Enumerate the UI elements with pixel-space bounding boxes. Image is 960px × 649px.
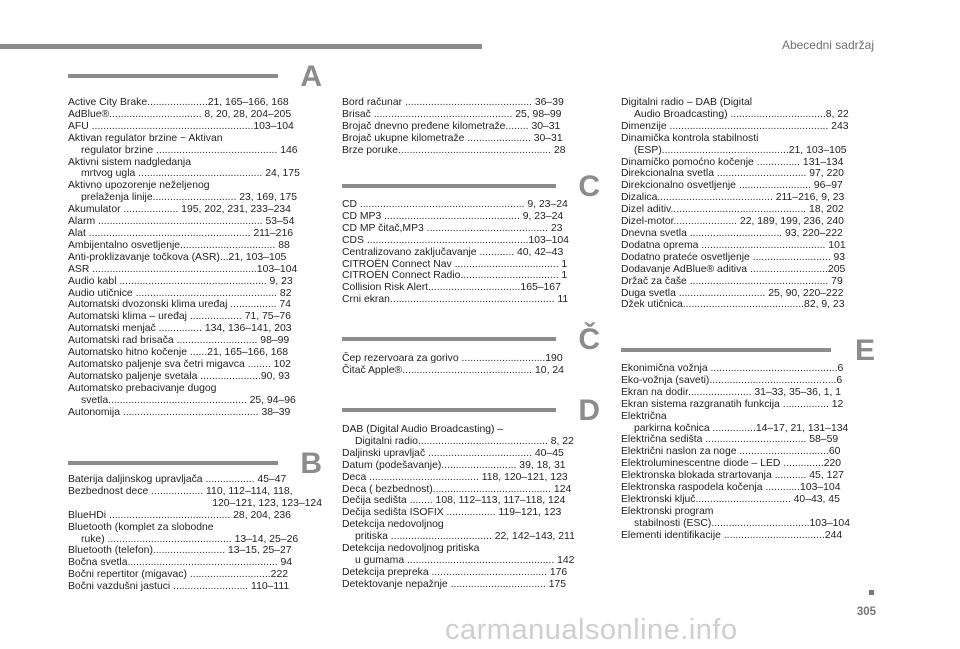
index-entry: Brisač ................................................ 25, 98–99 <box>342 108 562 120</box>
index-entry: Dečija sedišta ISOFIX ................. 119–121, 123 <box>342 507 562 519</box>
index-entry: Brojač dnevno pređene kilometraže........ 30–31 <box>342 120 561 132</box>
index-entry: Automatsko paljenje sva četri migavca ........ 102 <box>68 358 291 370</box>
index-entry: Ambijentalno osvetljenje................................. 88 <box>68 239 290 251</box>
index-entry: DAB (Digital Audio Broadcasting) – <box>342 424 504 435</box>
index-entry: Audio Broadcasting) .................................8, 22 <box>634 108 849 120</box>
index-entry: Alat ........................................................ 211–216 <box>68 227 294 239</box>
index-entry: Automatsko paljenje svetala .....................90, 93 <box>68 370 290 382</box>
index-entry: Ekran sistema razgranatih funkcija ................ 12 <box>621 398 844 410</box>
index-entry: Aktivni sistem nadgledanja <box>68 156 192 168</box>
index-entry: Dečija sedišta ........ 108, 112–113, 117–118, 124 <box>342 495 566 507</box>
index-entry: 120–121, 123, 123–124 <box>212 497 322 509</box>
index-entry: (ESP)............................................21, 103–105 <box>634 144 847 156</box>
index-entry: Dinamička kontrola stabilnosti <box>621 132 759 144</box>
index-entry: Bluetooth (telefon)......................... 13–15, 25–27 <box>68 545 292 557</box>
entries-b <box>68 474 322 593</box>
index-entry: Bočni vazdušni jastuci .......................... 110–111 <box>68 581 290 593</box>
index-entry: Crni ekran......................................................... 11 <box>342 294 569 306</box>
index-entry: Dizel-motor...................... 22, 189, 199, 236, 240 <box>621 216 844 228</box>
index-entry: Električna <box>621 410 667 422</box>
index-entry: Detekcija nedovoljnog <box>342 519 444 531</box>
index-entry: Centralizovano zaključavanje ............ 40, 42–43 <box>342 246 564 258</box>
index-entry: BlueHDi .......................................... 28, 204, 236 <box>68 509 291 521</box>
index-entry: Automatsko hitno kočenje ......21, 165–166, 168 <box>68 347 289 359</box>
index-entry: CDS ........................................................103–104 <box>342 234 569 246</box>
index-entry: Elektroluminescentne diode – LED ..............220 <box>621 458 842 470</box>
index-entry: Dnevna svetla ................................ 93, 220–222 <box>621 227 843 239</box>
index-entry: Detekcija nedovoljnog pritiska <box>342 543 480 555</box>
index-entry: ASR .........................................................103–104 <box>68 263 298 275</box>
index-entry: Ekran na dodir...................... 31–33, 35–36, 1, 1 <box>621 386 842 398</box>
index-entry: Automatsko prebacivanje dugog <box>68 382 217 394</box>
index-entry: Datum (podešavanje).......................... 39, 18, 31 <box>342 459 566 471</box>
index-entry: Ekonimična vožnja ............................................6 <box>621 363 844 374</box>
section-head-a <box>68 62 322 102</box>
index-entry: Audio kabl ................................................... 9, 23 <box>68 275 293 287</box>
entries-a <box>68 97 322 418</box>
index-entry: prelaženja linije............................. 23, 169, 175 <box>81 192 298 204</box>
index-entry: Aktivan regulator brzine ~ Aktivan <box>68 132 223 144</box>
page-number: 305 <box>856 606 876 618</box>
index-entry: Aktivno upozorenje neželjenog <box>68 180 210 192</box>
index-entry: parkirna kočnica ...............14–17, 21, 131–134 <box>634 422 849 434</box>
index-entry: Elektronski program <box>621 505 714 517</box>
index-entry: mrtvog ugla ........................................... 24, 175 <box>81 168 300 180</box>
index-entry: stabilnosti (ESC)..................................103–104 <box>634 517 850 529</box>
index-entry: Bord računar ............................................ 36–39 <box>342 97 564 108</box>
index-entry: Detektovanje nepažnje ................................. 175 <box>342 578 567 590</box>
entries-e <box>621 363 875 542</box>
index-entry: Active City Brake.....................21, 165–166, 168 <box>68 97 289 108</box>
index-entry: Čep rezervoara za gorivo .............................190 <box>342 353 563 364</box>
index-entry: Brze poruke..................................................... 28 <box>342 144 566 156</box>
entries-c <box>342 199 600 306</box>
section-letter: D <box>578 394 600 427</box>
index-entry: CD MP3 ............................................... 9, 23–24 <box>342 210 564 222</box>
index-entry: CD MP čitač,MP3 .......................................... 23 <box>342 222 563 234</box>
index-entry: Elementi identifikacije ...................................244 <box>621 529 843 541</box>
index-entry: ruke) ........................................... 13–14, 25–26 <box>81 533 299 545</box>
index-entry: pritiska ................................... 22, 142–143, 211 <box>355 531 575 543</box>
index-entry: Brojač ukupne kilometraže ...................... 30–31 <box>342 132 563 144</box>
section-letter: A <box>300 60 322 93</box>
index-entry: Dodatna oprema ........................................... 101 <box>621 239 846 251</box>
index-entry: Autonomija ............................................... 38–39 <box>68 406 291 418</box>
index-entry: Anti-proklizavanje točkova (ASR)...21, 103–105 <box>68 251 287 263</box>
watermark: carmanualsonline.info <box>445 614 738 646</box>
index-entry: Deca ( bezbednost)......................................... 124 <box>342 483 572 495</box>
index-entry: Digitalni radio............................................. 8, 22 <box>355 435 574 447</box>
section-letter: Č <box>578 323 600 356</box>
index-entry: Dodatno prateće osvetljenje ........................... 93 <box>621 251 846 263</box>
index-entry: Bočna svetla.................................................... 94 <box>68 557 293 569</box>
index-entry: Baterija daljinskog upravljača ................. 45–47 <box>68 474 287 485</box>
index-entry: u gumama ................................................... 142 <box>355 554 575 566</box>
index-entry: Automatski menjač ............... 134, 136–141, 203 <box>68 323 292 335</box>
index-entry: Dinamičko pomoćno kočenje ............... 131–134 <box>621 156 844 168</box>
index-entry: CD ......................................................... 9, 23–24 <box>342 199 568 210</box>
header-bar <box>0 44 482 49</box>
index-entry: Elektronska blokada strartovanja ........... 45, 127 <box>621 470 844 482</box>
page-marker <box>869 590 874 595</box>
index-entry: AFU ........................................................103–104 <box>68 120 294 132</box>
index-entry: Čitač Apple®............................................. 10, 24 <box>342 364 564 376</box>
index-entry: Džek utičnica..........................................82, 9, 23 <box>621 299 845 311</box>
index-entry: Elektronska raspodela kočenja ............103–104 <box>621 482 841 494</box>
index-entry: Električna sedišta ................................... 58–59 <box>621 434 839 446</box>
index-entry: Dizel aditiv............................................... 18, 202 <box>621 204 844 216</box>
entries-c-caron <box>342 353 600 377</box>
index-entry: CITROËN Connect Nav .................................... 1 <box>342 258 568 270</box>
index-entry: Audio utičnice ................................................. 82 <box>68 287 292 299</box>
index-entry: Detekcija prepreka ........................................ 176 <box>342 566 568 578</box>
index-entry: Držač za čaše ................................................ 79 <box>621 275 843 287</box>
index-entry: Automatski dvozonski klima uređaj ................ 74 <box>68 299 291 311</box>
index-entry: regulator brzine .......................................... 146 <box>81 144 298 156</box>
index-entry: Automatski rad brisača ............................ 98–99 <box>68 335 290 347</box>
index-entry: Eko-vožnja (saveti)............................................6 <box>621 374 843 386</box>
index-entry: Dizalica........................................ 211–216, 9, 23 <box>621 192 845 204</box>
section-letter: C <box>578 170 600 203</box>
section-title: Abecedni sadržaj <box>781 38 874 52</box>
index-entry: svetla................................................ 25, 94–96 <box>81 394 296 406</box>
index-entry: Bezbednost dece .................. 110, 112–114, 118, <box>68 485 293 497</box>
entries-b-cont <box>342 97 600 157</box>
index-entry: Dodavanje AdBlue® aditiva ...........................205 <box>621 263 846 275</box>
index-entry: CITROËN Connect Radio.................................. 1 <box>342 270 568 282</box>
index-entry: Bluetooth (komplet za slobodne <box>68 521 214 533</box>
index-entry: AdBlue®................................ 8, 20, 28, 204–205 <box>68 108 292 120</box>
entries-d <box>342 424 600 591</box>
index-entry: Automatski klima – uređaj .................. 71, 75–76 <box>68 311 291 323</box>
section-letter: B <box>300 447 322 480</box>
index-entry: Deca ...................................... 118, 120–121, 123 <box>342 471 568 483</box>
index-entry: Digitalni radio – DAB (Digital <box>621 97 753 108</box>
index-entry: Direkcionalna svetla ............................... 97, 220 <box>621 168 844 180</box>
index-entry: Akumulator ................... 195, 202, 231, 233–234 <box>68 204 291 216</box>
index-entry: Bočni repertitor (migavac) ............................222 <box>68 569 289 581</box>
index-entry: Alarm ......................................................... 53–54 <box>68 216 295 228</box>
index-entry: Elektronski ključ................................. 40–43, 45 <box>621 493 840 505</box>
section-letter: E <box>854 334 875 367</box>
index-entry: Dimenzije ....................................................... 243 <box>621 120 849 132</box>
index-entry: Direkcionalno osvetljenje ......................... 96–97 <box>621 180 843 192</box>
entries-d-cont <box>621 97 875 311</box>
index-entry: Električni naslon za noge ...............................60 <box>621 446 841 458</box>
index-entry: Collision Risk Alert................................165–167 <box>342 282 561 294</box>
index-entry: Daljinski upravljač .................................... 40–45 <box>342 447 564 459</box>
index-entry: Duga svetla .............................. 25, 90, 220–222 <box>621 287 844 299</box>
